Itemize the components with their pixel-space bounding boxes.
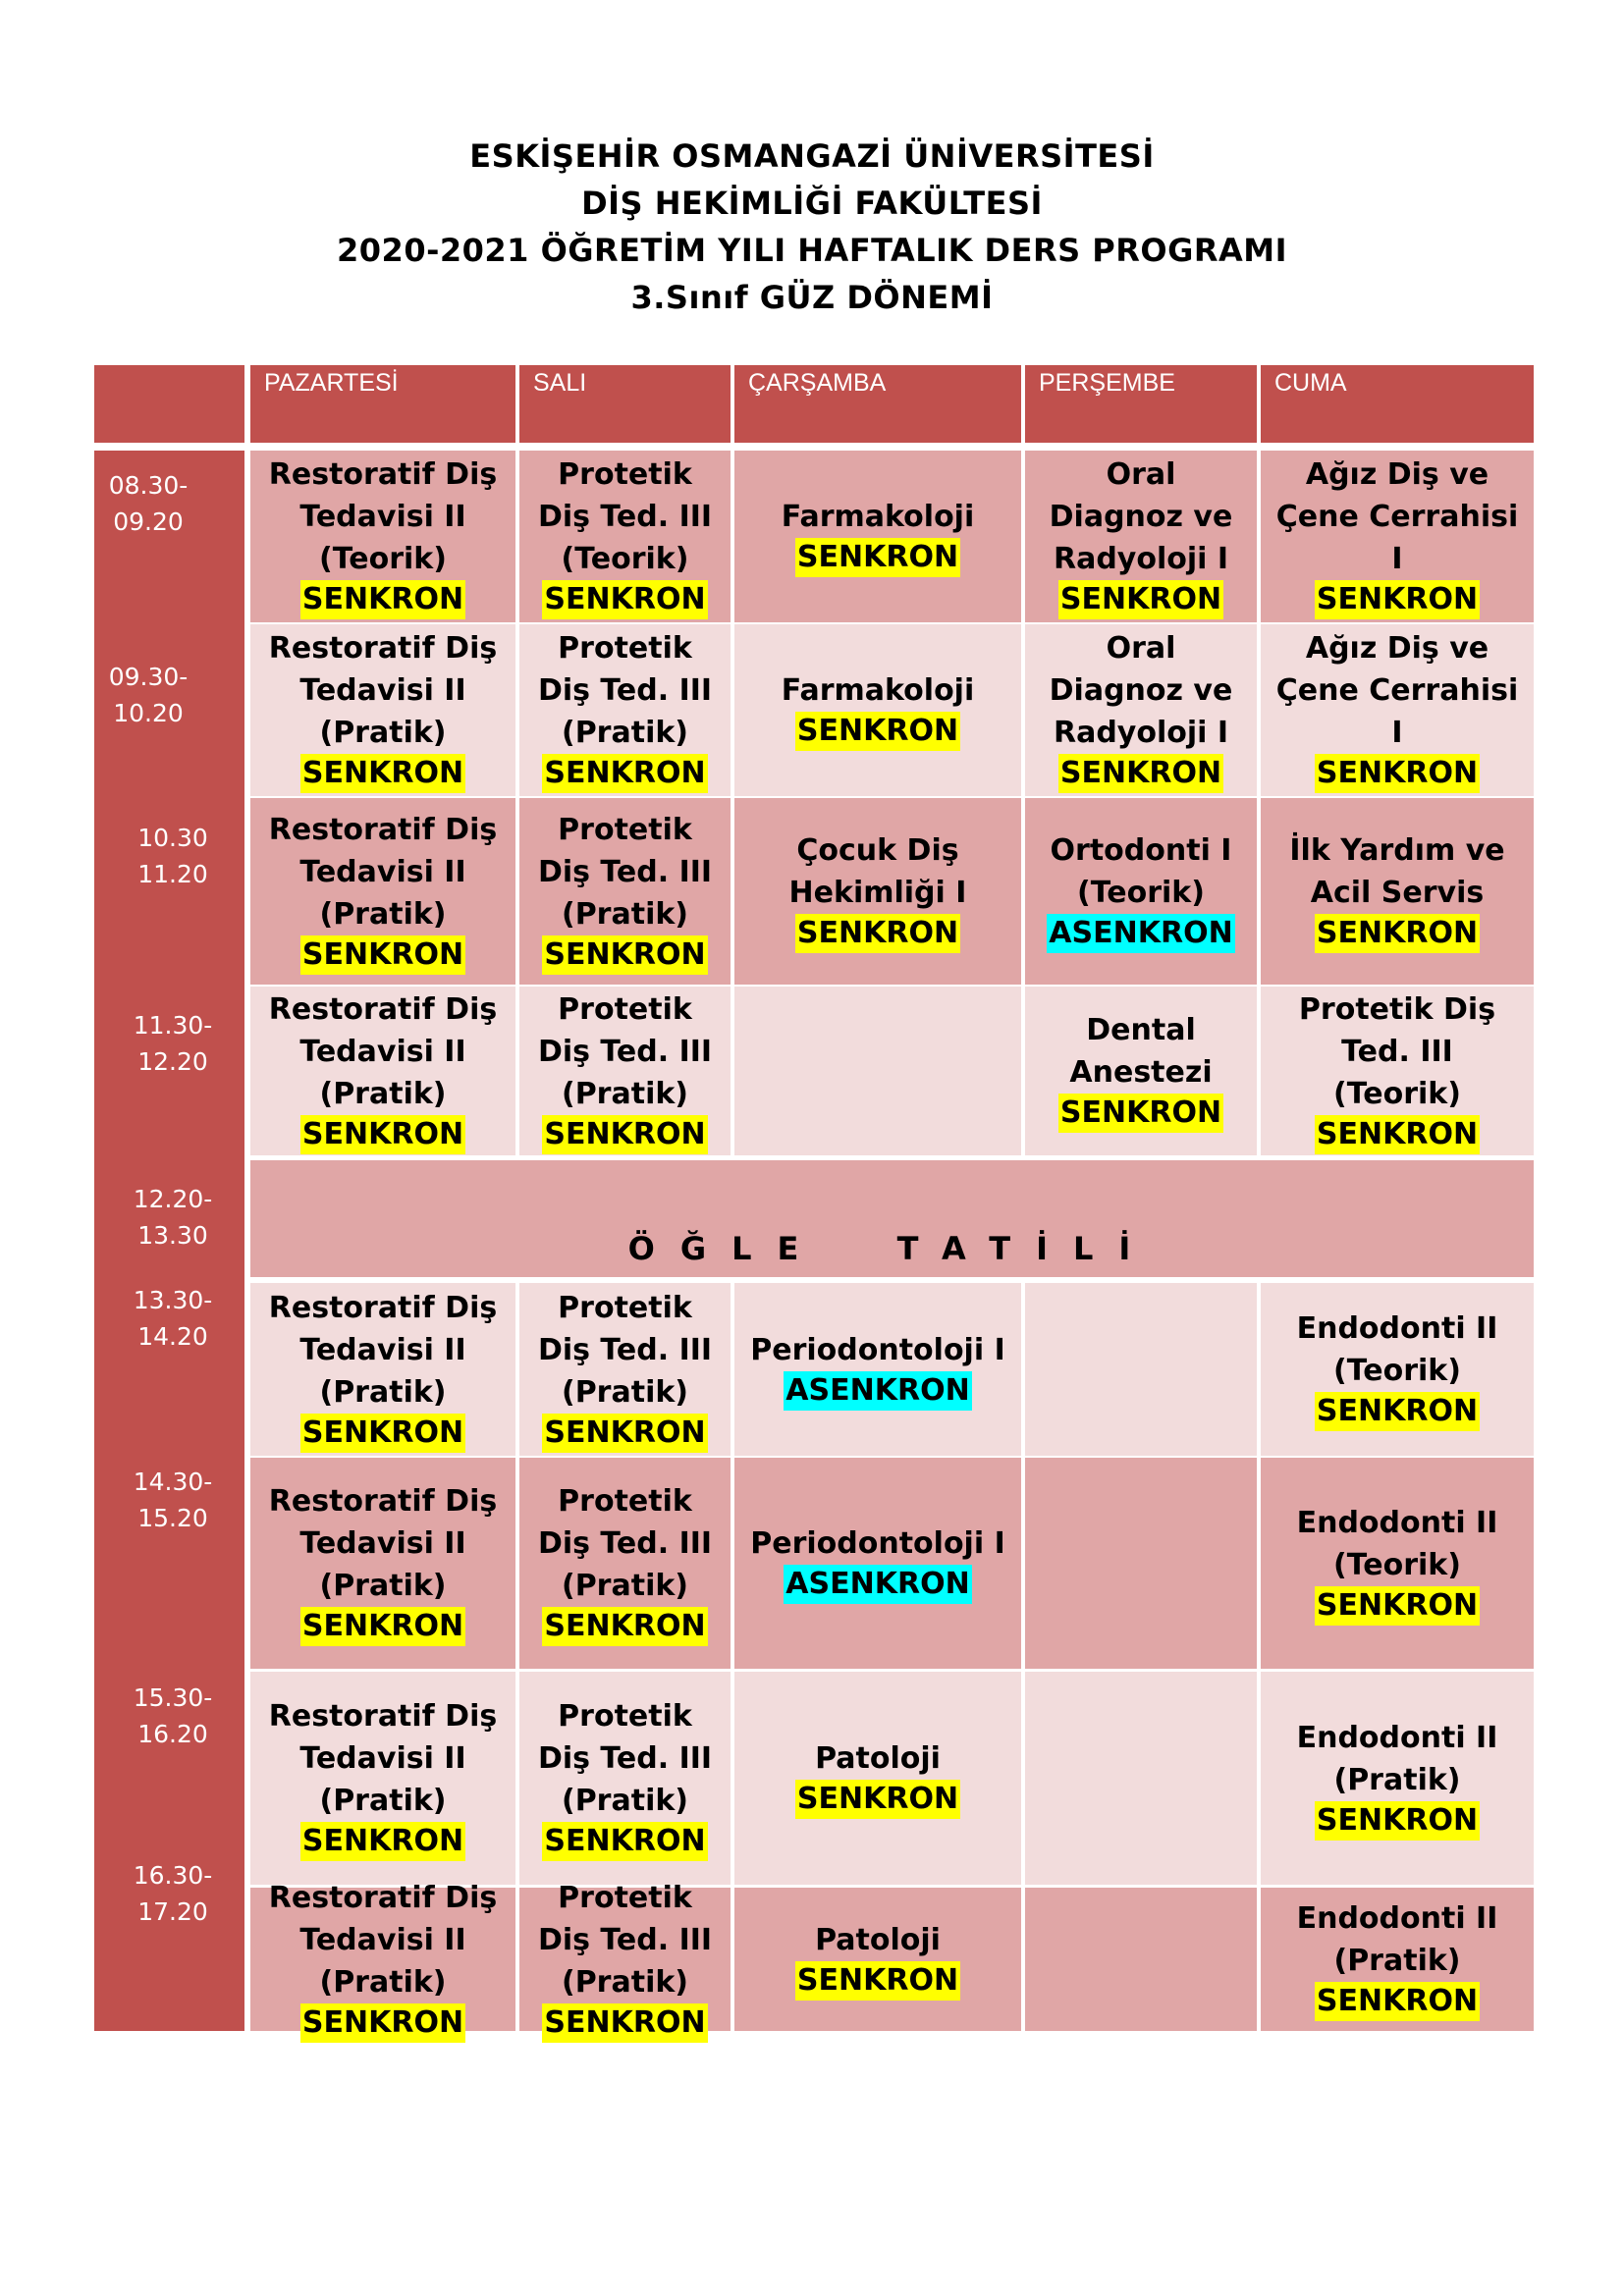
- course-name: Ağız Diş ve: [1305, 457, 1489, 492]
- title-line-2: DİŞ HEKİMLİĞİ FAKÜLTESİ: [581, 185, 1043, 222]
- course-name: Endodonti II: [1296, 1720, 1498, 1755]
- course-cell: [734, 987, 1021, 1155]
- course-name: Patoloji: [815, 1922, 941, 1957]
- senkron-badge: SENKRON: [795, 712, 960, 751]
- course-name: Periodontoloji I: [750, 1332, 1005, 1367]
- document-title-block: [0, 133, 1624, 321]
- course-cell: [519, 798, 731, 985]
- course-name: Diş Ted. III: [537, 1922, 713, 1957]
- course-name: Patoloji: [815, 1741, 941, 1776]
- course-cell: [519, 987, 731, 1155]
- course-cell: [250, 1672, 515, 1885]
- time-slot-label: [80, 659, 217, 731]
- time-slot-text: 11.20: [137, 860, 208, 888]
- course-cell: [734, 1283, 1021, 1456]
- senkron-badge: SENKRON: [542, 754, 707, 793]
- course-name: (Teorik): [1333, 1547, 1461, 1582]
- senkron-badge: SENKRON: [300, 935, 465, 975]
- course-cell: [1025, 1888, 1257, 2031]
- course-cell: [1261, 987, 1534, 1155]
- course-cell: [250, 1283, 515, 1456]
- course-name: (Pratik): [319, 896, 447, 932]
- course-name: (Pratik): [561, 896, 689, 932]
- course-name: Ted. III: [1341, 1034, 1453, 1069]
- time-slot-text: 15.20: [137, 1504, 208, 1532]
- senkron-badge: SENKRON: [1058, 580, 1223, 619]
- course-name: (Pratik): [561, 1569, 689, 1603]
- senkron-badge: SENKRON: [300, 2003, 465, 2043]
- course-cell: [1025, 987, 1257, 1155]
- course-name: Protetik: [558, 1699, 692, 1734]
- course-name: Çene Cerrahisi: [1275, 673, 1519, 708]
- title-line-3: 2020-2021 ÖĞRETİM YILI HAFTALIK DERS PROGRAMI: [337, 232, 1287, 269]
- time-slot-text: 13.30-: [133, 1286, 213, 1314]
- course-name: Tedavisi II: [299, 673, 466, 708]
- senkron-badge: SENKRON: [542, 580, 707, 619]
- course-name: Anestezi: [1069, 1055, 1213, 1090]
- course-cell: [250, 798, 515, 985]
- time-slot-label: [104, 1181, 242, 1254]
- time-slot-text: 12.20-: [133, 1185, 213, 1213]
- course-cell: [519, 624, 731, 796]
- course-cell: [519, 1880, 731, 2040]
- course-name: Tedavisi II: [299, 1332, 466, 1367]
- course-name: Endodonti II: [1296, 1505, 1498, 1540]
- course-name: Diş Ted. III: [537, 1034, 713, 1069]
- senkron-badge: SENKRON: [1315, 1392, 1480, 1431]
- course-name: Diş Ted. III: [537, 673, 713, 708]
- course-name: I: [1391, 716, 1403, 750]
- course-cell: [1025, 624, 1257, 796]
- course-cell: [734, 624, 1021, 796]
- course-name: Diş Ted. III: [537, 854, 713, 889]
- senkron-badge: SENKRON: [300, 580, 465, 619]
- course-cell: [1025, 1672, 1257, 1885]
- senkron-badge: SENKRON: [300, 1115, 465, 1154]
- time-slot-text: 09.30-: [108, 663, 189, 691]
- title-line-1: ESKİŞEHİR OSMANGAZİ ÜNİVERSİTESİ: [469, 137, 1155, 175]
- senkron-badge: SENKRON: [1315, 1801, 1480, 1841]
- course-name: Restoratif Diş: [268, 991, 498, 1027]
- course-name: (Pratik): [319, 716, 447, 750]
- senkron-badge: SENKRON: [795, 914, 960, 953]
- course-name: (Pratik): [561, 1964, 689, 2000]
- time-slot-text: 17.20: [137, 1897, 208, 1926]
- course-name: Acil Servis: [1310, 876, 1485, 910]
- course-cell: [1025, 1283, 1257, 1456]
- course-cell: [1261, 1283, 1534, 1456]
- course-cell: [250, 987, 515, 1155]
- course-cell: [1025, 1458, 1257, 1669]
- course-name: (Pratik): [561, 1784, 689, 1818]
- course-name: Protetik Diş: [1298, 991, 1496, 1027]
- course-name: Dental: [1086, 1013, 1196, 1047]
- course-name: Protetik: [558, 457, 692, 492]
- course-name: Diagnoz ve: [1049, 673, 1233, 708]
- course-name: Farmakoloji: [781, 500, 975, 534]
- course-name: (Teorik): [319, 542, 447, 576]
- day-header: PERŞEMBE: [1025, 365, 1257, 443]
- course-cell: [1261, 1458, 1534, 1669]
- course-cell: [1261, 451, 1534, 622]
- course-name: Tedavisi II: [299, 500, 466, 534]
- time-slot-text: 14.20: [137, 1322, 208, 1351]
- time-slot-label: [104, 1464, 242, 1536]
- course-name: (Pratik): [1333, 1944, 1461, 1978]
- course-name: Oral: [1106, 631, 1176, 666]
- course-name: Endodonti II: [1296, 1901, 1498, 1936]
- senkron-badge: SENKRON: [542, 1414, 707, 1453]
- senkron-badge: SENKRON: [542, 2003, 707, 2043]
- course-name: Restoratif Diş: [268, 457, 498, 492]
- course-name: Protetik: [558, 812, 692, 847]
- course-cell: [1261, 798, 1534, 985]
- course-name: Periodontoloji I: [750, 1526, 1005, 1561]
- course-name: Diş Ted. III: [537, 1332, 713, 1367]
- course-name: Protetik: [558, 1290, 692, 1325]
- course-cell: [250, 624, 515, 796]
- course-name: (Pratik): [561, 1076, 689, 1111]
- course-name: Tedavisi II: [299, 854, 466, 889]
- course-cell: [250, 451, 515, 622]
- lunch-break-band: ÖĞLE TATİLİ: [250, 1160, 1534, 1277]
- course-name: Restoratif Diş: [268, 1699, 498, 1734]
- day-header: SALI: [519, 365, 731, 443]
- course-cell: [1261, 1888, 1534, 2031]
- day-header: ÇARŞAMBA: [734, 365, 1021, 443]
- time-slot-text: 13.30: [137, 1221, 208, 1250]
- course-name: Çocuk Diş: [796, 833, 959, 868]
- course-name: (Teorik): [1077, 876, 1205, 910]
- course-name: Çene Cerrahisi: [1275, 500, 1519, 534]
- senkron-badge: SENKRON: [1315, 1115, 1480, 1154]
- course-name: Ortodonti I: [1050, 833, 1232, 868]
- time-slot-text: 16.20: [137, 1720, 208, 1748]
- senkron-badge: SENKRON: [1058, 1094, 1223, 1133]
- course-name: Tedavisi II: [299, 1034, 466, 1069]
- senkron-badge: SENKRON: [1058, 754, 1223, 793]
- course-name: I: [1391, 542, 1403, 576]
- course-name: Protetik: [558, 991, 692, 1027]
- course-name: Restoratif Diş: [268, 1484, 498, 1519]
- schedule-table: [94, 365, 1534, 2040]
- course-name: Hekimliği I: [788, 876, 967, 910]
- title-line-4: 3.Sınıf GÜZ DÖNEMİ: [630, 279, 994, 316]
- course-name: (Pratik): [319, 1374, 447, 1410]
- course-cell: [250, 1458, 515, 1669]
- time-slot-label: [104, 1680, 242, 1752]
- senkron-badge: SENKRON: [1315, 1982, 1480, 2021]
- time-slot-text: 11.30-: [133, 1011, 213, 1040]
- course-name: (Pratik): [319, 1784, 447, 1818]
- course-cell: [1261, 624, 1534, 796]
- time-slot-text: 10.20: [113, 699, 184, 727]
- course-name: Diş Ted. III: [537, 1526, 713, 1561]
- course-name: Protetik: [558, 1880, 692, 1915]
- time-slot-label: [104, 820, 242, 892]
- course-name: Farmakoloji: [781, 673, 975, 708]
- course-cell: [734, 1888, 1021, 2031]
- senkron-badge: SENKRON: [542, 935, 707, 975]
- course-name: (Pratik): [319, 1569, 447, 1603]
- time-slot-text: 10.30: [137, 824, 208, 852]
- course-cell: [734, 451, 1021, 622]
- time-slot-text: 12.20: [137, 1047, 208, 1076]
- time-slot-text: 14.30-: [133, 1468, 213, 1496]
- course-name: Tedavisi II: [299, 1922, 466, 1957]
- header-corner-cell: [94, 365, 244, 443]
- course-name: (Pratik): [319, 1964, 447, 2000]
- course-cell: [519, 1283, 731, 1456]
- senkron-badge: SENKRON: [1315, 914, 1480, 953]
- time-slot-label: [80, 467, 217, 540]
- day-header: CUMA: [1261, 365, 1534, 443]
- course-name: Restoratif Diş: [268, 812, 498, 847]
- senkron-badge: SENKRON: [1315, 580, 1480, 619]
- asenkron-badge: ASENKRON: [784, 1565, 971, 1604]
- time-slot-text: 09.20: [113, 507, 184, 536]
- time-slot-label: [104, 1857, 242, 1930]
- course-name: Protetik: [558, 1484, 692, 1519]
- course-cell: [1025, 451, 1257, 622]
- course-name: Diagnoz ve: [1049, 500, 1233, 534]
- course-name: (Teorik): [1333, 1076, 1461, 1111]
- course-name: Restoratif Diş: [268, 1290, 498, 1325]
- course-name: (Pratik): [561, 716, 689, 750]
- course-cell: [250, 1880, 515, 2040]
- time-slot-label: [104, 1282, 242, 1355]
- senkron-badge: SENKRON: [795, 1961, 960, 2001]
- course-name: Radyoloji I: [1053, 716, 1229, 750]
- course-name: (Pratik): [561, 1374, 689, 1410]
- course-cell: [734, 1458, 1021, 1669]
- course-cell: [1261, 1672, 1534, 1885]
- course-cell: [519, 1672, 731, 1885]
- time-slot-text: 15.30-: [133, 1683, 213, 1712]
- course-cell: [1025, 798, 1257, 985]
- senkron-badge: SENKRON: [300, 754, 465, 793]
- course-name: Protetik: [558, 631, 692, 666]
- course-name: Endodonti II: [1296, 1311, 1498, 1346]
- senkron-badge: SENKRON: [300, 1607, 465, 1646]
- course-cell: [519, 1458, 731, 1669]
- course-name: Ağız Diş ve: [1305, 631, 1489, 666]
- time-slot-text: 08.30-: [108, 471, 189, 500]
- course-name: Restoratif Diş: [268, 1880, 498, 1915]
- course-name: Diş Ted. III: [537, 500, 713, 534]
- asenkron-badge: ASENKRON: [784, 1371, 971, 1411]
- course-name: Radyoloji I: [1053, 542, 1229, 576]
- time-slot-text: 16.30-: [133, 1861, 213, 1890]
- asenkron-badge: ASENKRON: [1047, 914, 1234, 953]
- course-name: (Teorik): [1333, 1354, 1461, 1388]
- day-header: PAZARTESİ: [250, 365, 515, 443]
- course-cell: [734, 1672, 1021, 1885]
- senkron-badge: SENKRON: [1315, 1586, 1480, 1626]
- course-name: (Teorik): [561, 542, 689, 576]
- course-cell: [519, 451, 731, 622]
- course-name: Tedavisi II: [299, 1741, 466, 1776]
- course-name: (Pratik): [319, 1076, 447, 1111]
- senkron-badge: SENKRON: [300, 1822, 465, 1861]
- senkron-badge: SENKRON: [300, 1414, 465, 1453]
- course-name: Diş Ted. III: [537, 1741, 713, 1776]
- course-name: (Pratik): [1333, 1762, 1461, 1797]
- senkron-badge: SENKRON: [542, 1822, 707, 1861]
- course-name: Oral: [1106, 457, 1176, 492]
- senkron-badge: SENKRON: [542, 1607, 707, 1646]
- course-name: İlk Yardım ve: [1289, 833, 1505, 868]
- senkron-badge: SENKRON: [542, 1115, 707, 1154]
- course-name: Restoratif Diş: [268, 631, 498, 666]
- senkron-badge: SENKRON: [795, 538, 960, 577]
- senkron-badge: SENKRON: [1315, 754, 1480, 793]
- time-slot-label: [104, 1007, 242, 1080]
- senkron-badge: SENKRON: [795, 1780, 960, 1819]
- course-cell: [734, 798, 1021, 985]
- course-name: Tedavisi II: [299, 1526, 466, 1561]
